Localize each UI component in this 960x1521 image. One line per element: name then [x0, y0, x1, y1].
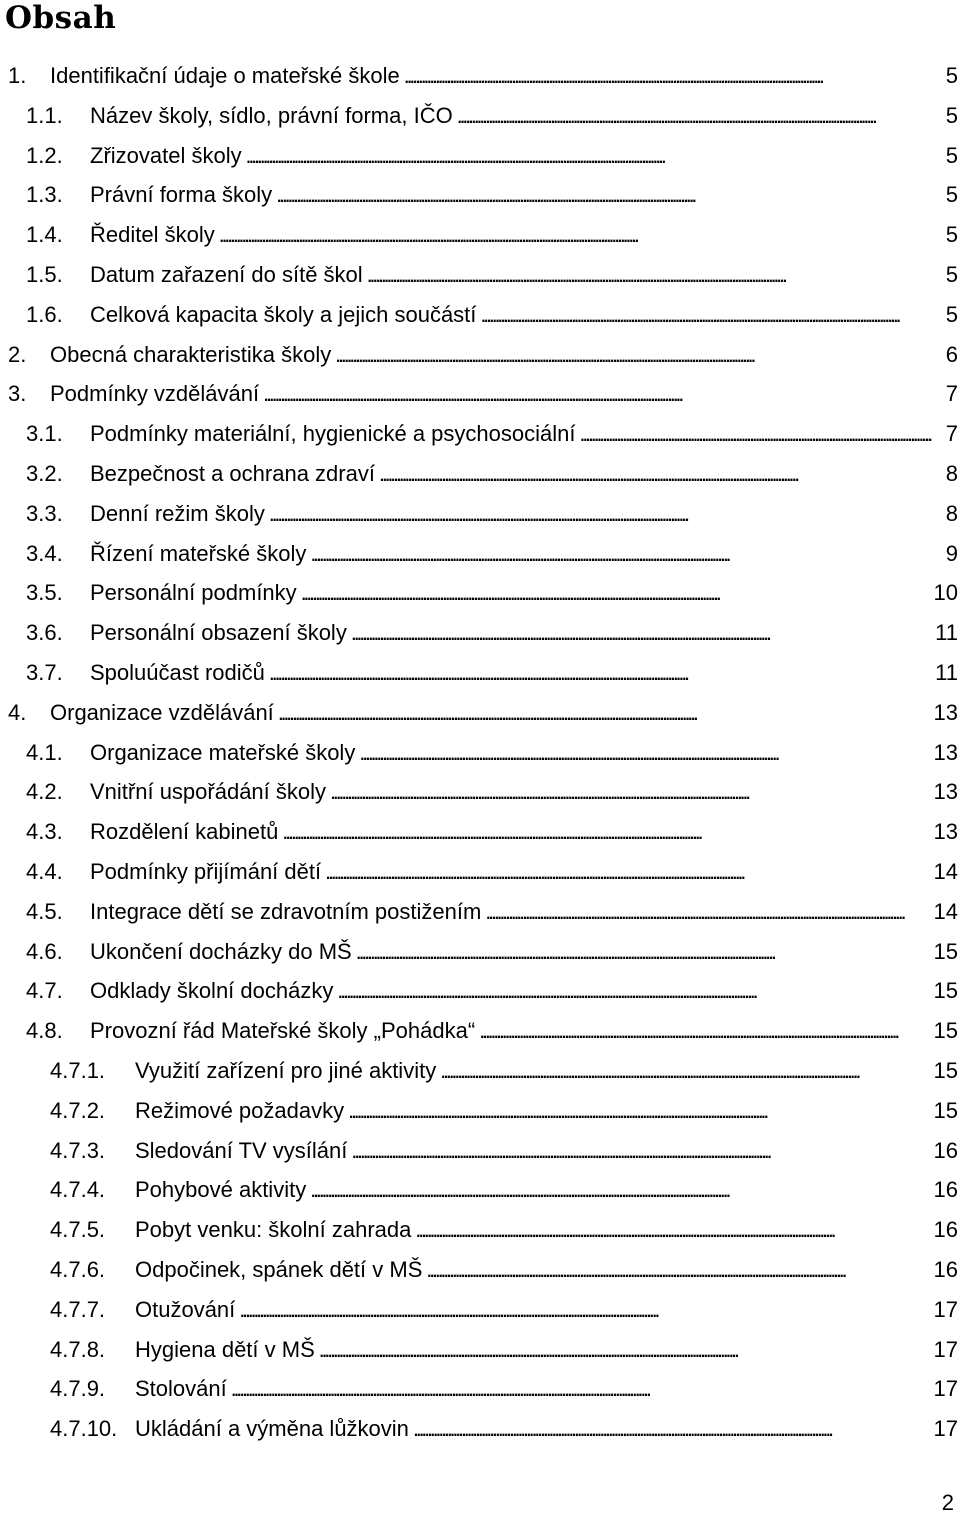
toc-entry-title: Organizace mateřské školy: [90, 740, 358, 765]
toc-entry-number: 1.2.: [26, 142, 63, 168]
toc-entry-leader: [90, 1011, 932, 1051]
toc-entry[interactable]: [0, 534, 960, 574]
toc-entry[interactable]: [0, 573, 960, 613]
toc-entry-title: Sledování TV vysílání: [135, 1138, 350, 1163]
toc-entry-page: 5: [945, 261, 958, 287]
toc-entry-page: 7: [945, 421, 958, 447]
toc-entry-leader: [135, 1131, 932, 1171]
toc-entry-page: 5: [945, 182, 958, 208]
toc-entry-leader: [90, 613, 932, 653]
toc-entry-number: 4.7.3.: [50, 1137, 106, 1163]
toc-entry-leader: [90, 255, 932, 295]
toc-entry-title: Právní forma školy: [90, 182, 275, 207]
toc-entry[interactable]: [0, 96, 960, 136]
toc-entry-page: 7: [945, 381, 958, 407]
toc-entry[interactable]: [0, 335, 960, 375]
toc-entry-title: Hygiena dětí v MŠ: [135, 1337, 318, 1362]
toc-entry-number: 1.4.: [26, 222, 63, 248]
toc-entry-page: 15: [933, 978, 958, 1004]
toc-entry-leader: [135, 1409, 932, 1449]
toc-entry[interactable]: [0, 1210, 960, 1250]
toc-entry-leader: [135, 1369, 932, 1409]
toc-entry-number: 3.: [8, 381, 27, 407]
toc-entry[interactable]: [0, 693, 960, 733]
toc-entry-title: Ukončení docházky do MŠ: [90, 939, 355, 964]
toc-entry[interactable]: [0, 733, 960, 773]
toc-entry-page: 15: [933, 938, 958, 964]
toc-entry[interactable]: [0, 613, 960, 653]
toc-entry-number: 4.: [8, 699, 27, 725]
toc-entry-title: Pohybové aktivity: [135, 1177, 309, 1202]
toc-entry-leader: [90, 852, 932, 892]
toc-entry-number: 4.7.5.: [50, 1217, 106, 1243]
toc-entry-title: Rozdělení kabinetů: [90, 819, 281, 844]
toc-entry-leader: [90, 175, 932, 215]
toc-entry-page: 16: [933, 1256, 958, 1282]
toc-entry-title: Obecná charakteristika školy: [50, 342, 334, 367]
toc-entry-leader: [50, 693, 932, 733]
toc-entry-number: 4.7.10.: [50, 1416, 118, 1442]
toc-entry-leader: [90, 96, 932, 136]
toc-entry-page: 8: [945, 500, 958, 526]
toc-entry-number: 3.5.: [26, 580, 63, 606]
toc-entry-page: 15: [933, 1097, 958, 1123]
toc-entry-title: Provozní řád Mateřské školy „Pohádka“: [90, 1018, 478, 1043]
toc-entry[interactable]: [0, 812, 960, 852]
toc-entry-leader: [90, 971, 932, 1011]
toc-entry-number: 4.4.: [26, 858, 63, 884]
toc-entry-number: 1.1.: [26, 102, 63, 128]
toc-entry-number: 4.5.: [26, 898, 63, 924]
toc-entry-title: Pobyt venku: školní zahrada: [135, 1217, 414, 1242]
toc-entry-page: 16: [933, 1177, 958, 1203]
toc-entry-leader: [50, 374, 932, 414]
toc-entry-number: 1.6.: [26, 301, 63, 327]
toc-entry-title: Ředitel školy: [90, 222, 218, 247]
toc-entry-page: 16: [933, 1137, 958, 1163]
toc-entry[interactable]: [0, 1011, 960, 1051]
toc-entry-page: 5: [945, 102, 958, 128]
toc-entry-number: 4.7.: [26, 978, 63, 1004]
toc-entry-page: 16: [933, 1217, 958, 1243]
toc-entry[interactable]: [0, 56, 960, 96]
toc-entry-number: 3.3.: [26, 500, 63, 526]
toc-entry-leader: [90, 414, 932, 454]
toc-entry-title: Ukládání a výměna lůžkovin: [135, 1416, 412, 1441]
toc-entry-page: 15: [933, 1018, 958, 1044]
toc-entry-title: Personální obsazení školy: [90, 620, 350, 645]
toc-entry-title: Odklady školní docházky: [90, 978, 336, 1003]
toc-entry[interactable]: [0, 494, 960, 534]
toc-entry-number: 4.6.: [26, 938, 63, 964]
toc-entry-page: 5: [945, 301, 958, 327]
toc-entry-leader: [90, 733, 932, 773]
toc-entry[interactable]: [0, 1170, 960, 1210]
toc-entry-number: 4.3.: [26, 819, 63, 845]
toc-entry-title: Využití zařízení pro jiné aktivity: [135, 1058, 439, 1083]
toc-entry-page: 5: [945, 63, 958, 88]
toc-entry[interactable]: [0, 255, 960, 295]
toc-entry-leader: [135, 1170, 932, 1210]
toc-entry[interactable]: [0, 653, 960, 693]
toc-entry-page: 6: [945, 341, 958, 367]
toc-entry[interactable]: [0, 175, 960, 215]
footer-page-number: 2: [941, 1490, 954, 1515]
toc-entry-page: 10: [933, 580, 958, 606]
toc-entry[interactable]: [0, 932, 960, 972]
toc-entry-title: Zřizovatel školy: [90, 143, 245, 168]
toc-entry-leader: [135, 1091, 932, 1131]
toc-entry-page: 11: [935, 620, 958, 646]
toc-entry-page: 14: [933, 898, 958, 924]
toc-entry[interactable]: [0, 414, 960, 454]
toc-entry-number: 4.7.1.: [50, 1057, 106, 1083]
toc-entry-title: Režimové požadavky: [135, 1098, 347, 1123]
toc-entry-page: 17: [933, 1296, 958, 1322]
toc-entry-title: Bezpečnost a ochrana zdraví: [90, 461, 378, 486]
toc-entry[interactable]: [0, 1290, 960, 1330]
toc-entry-page: 11: [935, 659, 958, 685]
toc-entry-leader: [135, 1051, 932, 1091]
toc-entry-title: Integrace dětí se zdravotním postižením: [90, 899, 484, 924]
toc-entry-leader: [90, 494, 932, 534]
toc-entry[interactable]: [0, 1369, 960, 1409]
toc-entry-leader: [90, 932, 932, 972]
toc-entry[interactable]: [0, 971, 960, 1011]
toc-entry-number: 3.7.: [26, 659, 63, 685]
toc-entry-title: Datum zařazení do sítě škol: [90, 262, 366, 287]
toc-entry[interactable]: [0, 136, 960, 176]
toc-entry[interactable]: [0, 892, 960, 932]
toc-entry-page: 17: [933, 1336, 958, 1362]
toc-entry-number: 4.7.9.: [50, 1376, 106, 1402]
toc-entry[interactable]: [0, 374, 960, 414]
toc-entry-number: 3.2.: [26, 460, 63, 486]
table-of-contents: [0, 56, 960, 1449]
toc-entry-title: Podmínky materiální, hygienické a psychosociální: [90, 421, 578, 446]
toc-entry[interactable]: [0, 1409, 960, 1449]
toc-entry-title: Spoluúčast rodičů: [90, 660, 268, 685]
toc-entry-page: 5: [945, 142, 958, 168]
toc-entry-title: Personální podmínky: [90, 580, 300, 605]
toc-entry[interactable]: [0, 1051, 960, 1091]
toc-entry-page: 17: [933, 1416, 958, 1442]
toc-entry-number: 4.7.8.: [50, 1336, 106, 1362]
toc-entry-leader: [90, 454, 932, 494]
toc-entry-leader: [90, 534, 932, 574]
toc-entry-page: 13: [933, 739, 958, 765]
toc-entry-number: 1.5.: [26, 261, 63, 287]
toc-entry-title: Organizace vzdělávání: [50, 700, 277, 725]
toc-entry-number: 3.4.: [26, 540, 63, 566]
toc-entry-leader: [50, 56, 932, 96]
toc-entry-number: 3.1.: [26, 421, 63, 447]
toc-entry-page: 14: [933, 858, 958, 884]
toc-entry-leader: [135, 1290, 932, 1330]
toc-entry-leader: [90, 653, 932, 693]
toc-entry-page: 15: [933, 1057, 958, 1083]
toc-entry-title: Odpočinek, spánek dětí v MŠ: [135, 1257, 425, 1282]
toc-entry-page: 13: [933, 699, 958, 725]
toc-entry-page: 13: [933, 779, 958, 805]
toc-entry-leader: [90, 772, 932, 812]
toc-entry-number: 4.7.6.: [50, 1256, 106, 1282]
toc-entry-page: 17: [933, 1376, 958, 1402]
toc-entry-title: Vnitřní uspořádání školy: [90, 779, 329, 804]
toc-entry-number: 2.: [8, 341, 27, 367]
toc-entry[interactable]: [0, 454, 960, 494]
toc-entry-number: 1.3.: [26, 182, 63, 208]
toc-entry[interactable]: [0, 852, 960, 892]
toc-entry-number: 3.6.: [26, 620, 63, 646]
toc-entry[interactable]: [0, 1091, 960, 1131]
toc-entry[interactable]: [0, 1330, 960, 1370]
toc-entry-page: 5: [945, 222, 958, 248]
toc-entry-title: Podmínky přijímání dětí: [90, 859, 324, 884]
toc-entry-title: Název školy, sídlo, právní forma, IČO: [90, 103, 456, 128]
toc-entry-title: Stolování: [135, 1376, 230, 1401]
toc-entry-number: 4.7.4.: [50, 1177, 106, 1203]
toc-entry-number: 4.8.: [26, 1018, 63, 1044]
toc-entry-title: Podmínky vzdělávání: [50, 381, 262, 406]
toc-entry-title: Identifikační údaje o mateřské škole: [50, 63, 403, 88]
toc-entry-leader: [135, 1330, 932, 1370]
toc-entry-title: Celková kapacita školy a jejich součástí: [90, 302, 479, 327]
toc-entry-leader: [90, 136, 932, 176]
page-title: Obsah: [5, 0, 117, 36]
toc-entry-title: Denní režim školy: [90, 501, 268, 526]
toc-entry-page: 9: [945, 540, 958, 566]
toc-entry-title: Otužování: [135, 1297, 238, 1322]
toc-entry-leader: [90, 812, 932, 852]
toc-entry-number: 4.1.: [26, 739, 63, 765]
toc-entry-leader: [90, 295, 932, 335]
toc-entry[interactable]: [0, 1131, 960, 1171]
toc-entry-leader: [135, 1210, 932, 1250]
toc-entry-number: 1.: [8, 63, 27, 88]
toc-entry[interactable]: [0, 215, 960, 255]
toc-entry-number: 4.7.2.: [50, 1097, 106, 1123]
toc-entry[interactable]: [0, 772, 960, 812]
toc-entry-number: 4.7.7.: [50, 1296, 106, 1322]
toc-entry-leader: [90, 215, 932, 255]
toc-entry[interactable]: [0, 1250, 960, 1290]
toc-entry-page: 8: [945, 460, 958, 486]
toc-entry-leader: [135, 1250, 932, 1290]
toc-entry-leader: [50, 335, 932, 375]
toc-entry-leader: [90, 573, 932, 613]
toc-entry-leader: [90, 892, 932, 932]
toc-entry-page: 13: [933, 819, 958, 845]
toc-entry[interactable]: [0, 295, 960, 335]
toc-entry-number: 4.2.: [26, 779, 63, 805]
toc-entry-title: Řízení mateřské školy: [90, 541, 309, 566]
